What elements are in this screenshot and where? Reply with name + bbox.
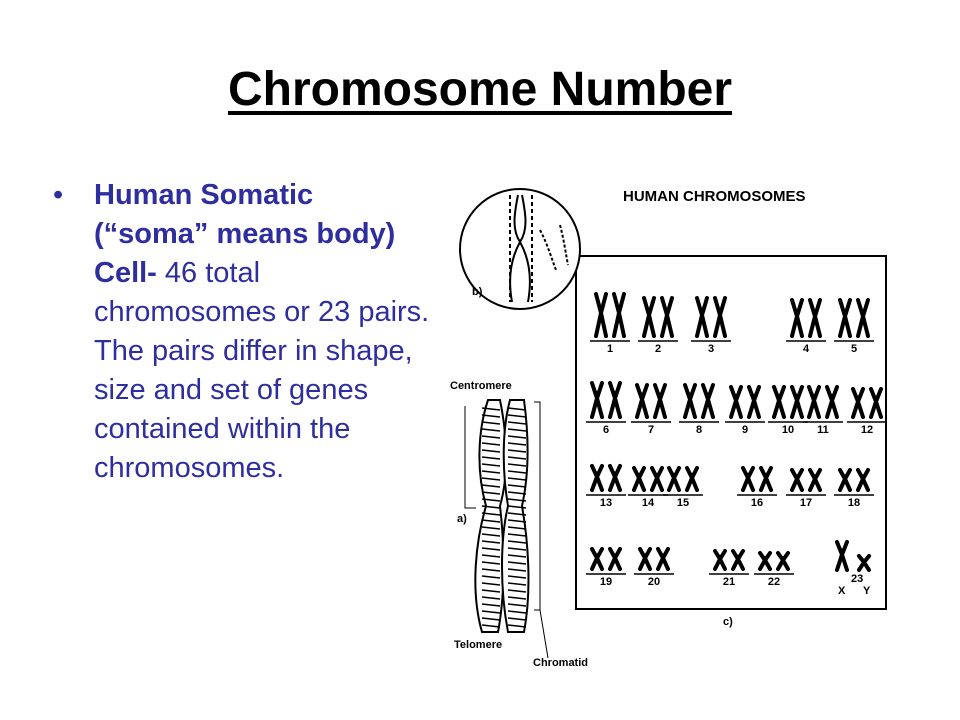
chromosome-number-label: 18 [847,497,861,509]
chromosome-number-label: 17 [799,497,813,509]
chromosome-number-label: 14 [641,497,655,509]
x-chromosome-label: X [838,585,846,597]
sex-pair-number: 23 [851,573,864,585]
chromosome-number-label: 12 [860,424,874,436]
label-c: c) [723,616,733,628]
chromosome-number-label: 8 [695,424,703,436]
slide-title: Chromosome Number [227,63,733,116]
chromosome-number-label: 9 [741,424,749,436]
chromosome-number-label: 16 [750,497,764,509]
chromosome-number-label: 19 [599,576,613,588]
chromosome-figure [440,170,940,680]
chromosome-number-label: 7 [647,424,655,436]
chromosome-number-label: 4 [802,343,810,355]
centromere-label: Centromere [450,380,512,392]
label-a: a) [457,513,467,525]
bullet-bold-text: Human Somatic (“soma” means body) Cell- [94,179,396,289]
chromosome-number-label: 2 [654,343,662,355]
chromosome-number-label: 3 [707,343,715,355]
large-chromosome [465,400,548,658]
bullet-marker: • [53,179,64,211]
chromosome-number-label: 5 [850,343,858,355]
bullet-regular-text: 46 total chromosomes or 23 pairs. The pairs differ in shape, size and set of genes contained within the chromosomes. [94,257,430,484]
label-b: b) [472,286,483,298]
telomere-label: Telomere [454,639,503,651]
chromosome-number-label: 22 [767,576,781,588]
chromosome-number-label: 10 [781,424,795,436]
chromosome-number-label: 13 [599,497,613,509]
chromosome-number-label: 1 [606,343,614,355]
bullet-item [53,176,435,488]
chromosome-diagram [440,170,940,680]
chromatid-label: Chromatid [533,657,588,669]
chromosome-number-label: 6 [602,424,610,436]
chromosome-number-label: 20 [647,576,661,588]
chromosome-number-label: 15 [676,497,690,509]
chromosome-number-label: 11 [817,424,829,436]
y-chromosome-label: Y [863,585,871,597]
chromosome-number-label: 21 [722,576,736,588]
figure-heading: HUMAN CHROMOSOMES [623,188,806,205]
bullet-text [60,176,435,488]
